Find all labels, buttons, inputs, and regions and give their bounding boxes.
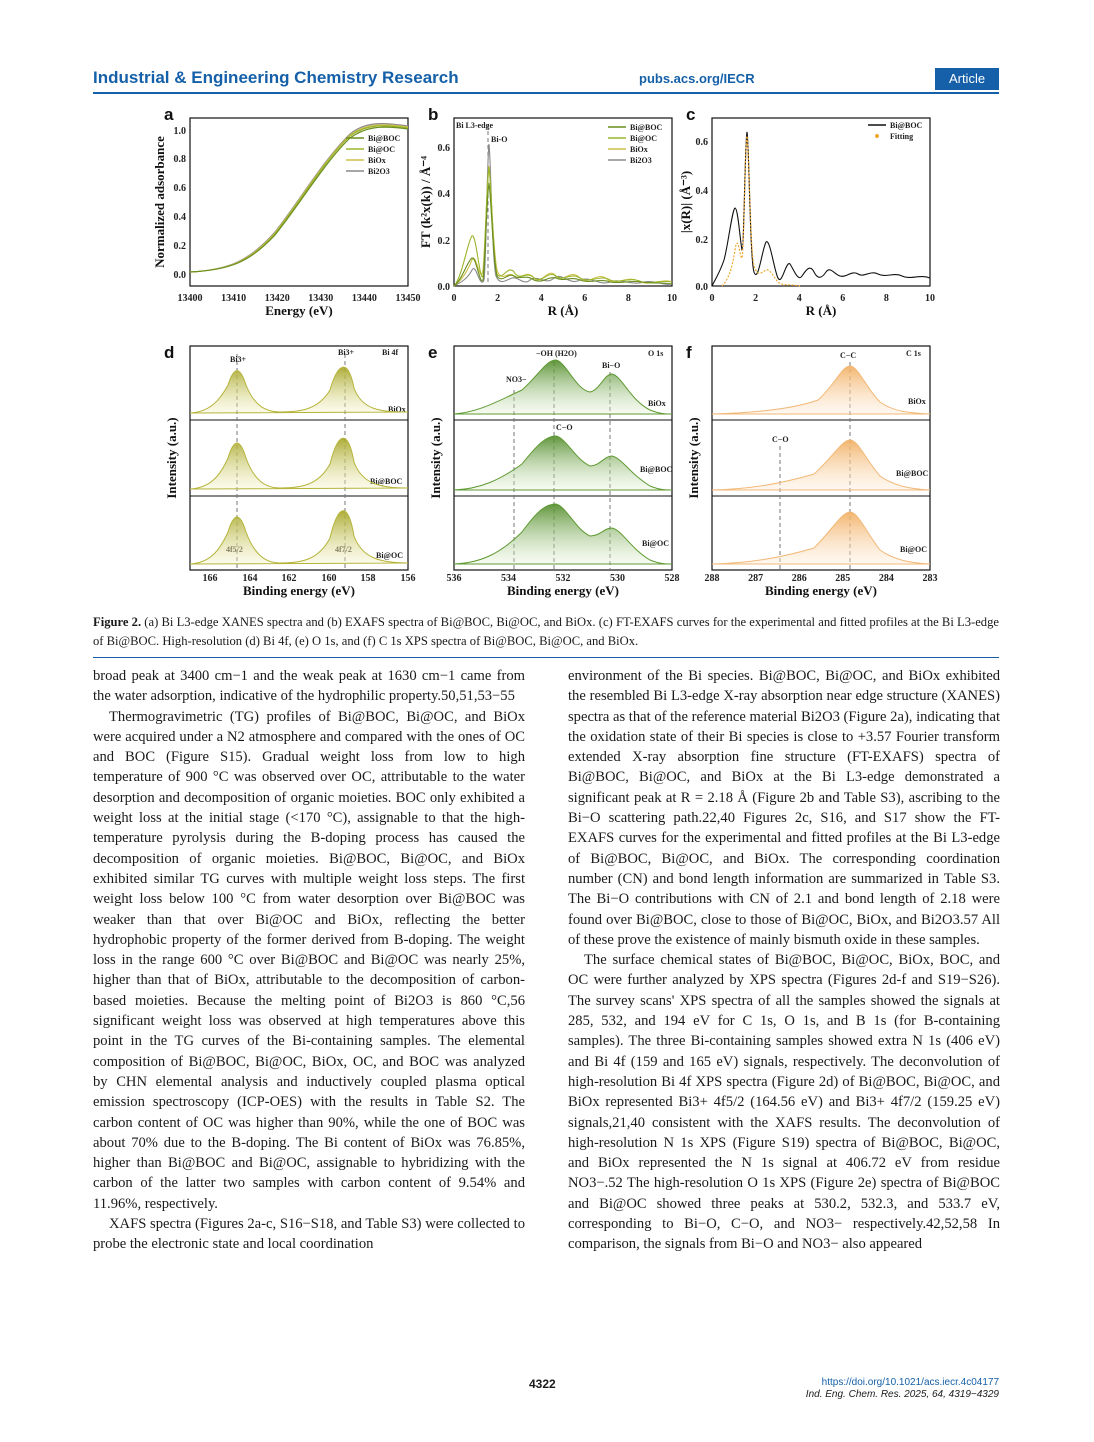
f-ylabel: Intensity (a.u.) bbox=[686, 417, 701, 499]
right-column bbox=[568, 666, 1000, 1255]
a-xtick: 13410 bbox=[221, 293, 247, 304]
c-curve-experimental bbox=[712, 132, 930, 286]
a-ytick: 0.6 bbox=[173, 183, 186, 194]
c-ytick: 0.6 bbox=[695, 137, 708, 148]
journal-url[interactable]: pubs.acs.org/IECR bbox=[639, 71, 755, 86]
paragraph: XAFS spectra (Figures 2a-c, S16−S18, and Table S3) were collected to probe the electronic state and local coordination bbox=[93, 1216, 525, 1253]
b-legend-biox: BiOx bbox=[630, 145, 648, 154]
b-legend-bi-oc: Bi@OC bbox=[630, 134, 657, 143]
d-xtick: 156 bbox=[400, 573, 416, 584]
c-xtick: 8 bbox=[883, 293, 889, 304]
e-peaks-bi-oc bbox=[454, 504, 672, 564]
panel-f-letter: f bbox=[686, 343, 692, 362]
d-peak-label: Bi3+ bbox=[338, 348, 355, 357]
citation-text: Ind. Eng. Chem. Res. 2025, 64, 4319−4329 bbox=[805, 1389, 999, 1400]
panel-a bbox=[152, 105, 421, 318]
e-title: O 1s bbox=[648, 349, 664, 358]
c-xtick: 6 bbox=[840, 293, 846, 304]
c-legend-fitting: Fitting bbox=[890, 132, 914, 141]
a-legend-biox: BiOx bbox=[368, 156, 386, 165]
f-xtick: 285 bbox=[835, 573, 851, 584]
b-xtick: 8 bbox=[625, 293, 631, 304]
b-xtick: 10 bbox=[667, 293, 677, 304]
panel-c bbox=[678, 105, 935, 318]
c-ytick: 0.2 bbox=[695, 235, 708, 246]
a-ytick: 0.0 bbox=[173, 270, 186, 281]
b-ytick: 0.0 bbox=[437, 282, 450, 293]
paragraph: broad peak at 3400 cm−1 and the weak peak at 1630 cm−1 came from the water adsorption, indicative of the hydrophilic property.50,51,53−55 bbox=[93, 668, 525, 705]
a-ytick: 0.2 bbox=[173, 241, 186, 252]
e-xtick: 534 bbox=[501, 573, 516, 584]
a-xtick: 13440 bbox=[351, 293, 377, 304]
f-xtick: 283 bbox=[922, 573, 938, 584]
caption-text: (a) Bi L3-edge XANES spectra and (b) EXAFS spectra of Bi@BOC, Bi@OC, and BiOx. (c) FT-EXAFS curves for the experimental and fitted profiles at the Bi L3-edge of Bi@BOC. High-resolution (d) Bi 4f, (e) O 1s, and (f) C 1s XPS spectra of Bi@BOC, Bi@OC, and BiOx. bbox=[93, 615, 999, 648]
f-peaks-bi-boc bbox=[712, 440, 930, 490]
b-ylabel: FT (k²x(k)) / Å⁻⁴ bbox=[418, 155, 433, 249]
d-xtick: 162 bbox=[281, 573, 297, 584]
b-legend-bi-boc: Bi@BOC bbox=[630, 123, 663, 132]
left-column bbox=[93, 666, 525, 1255]
page-header bbox=[93, 68, 999, 92]
f-xtick: 288 bbox=[704, 573, 720, 584]
page-number: 4322 bbox=[529, 1377, 556, 1391]
f-sample-biox: BiOx bbox=[908, 397, 926, 406]
panel-b bbox=[418, 105, 677, 318]
footer-citation bbox=[806, 1377, 999, 1401]
e-xtick: 532 bbox=[555, 573, 571, 584]
d-title: Bi 4f bbox=[382, 348, 399, 357]
f-peaks-biox bbox=[712, 366, 930, 414]
b-xtick: 2 bbox=[495, 293, 501, 304]
a-ytick: 0.8 bbox=[173, 154, 186, 165]
paragraph: The surface chemical states of Bi@BOC, Bi@OC, BiOx, BOC, and OC were further analyzed by XPS spectra (Figures 2d-f and S19−S26). The survey scans' XPS spectra of all the samples showed the signals at 285, 532, and 194 eV for C 1s, O 1s, and B 1s (for B-containing samples). The three Bi-containing samples showed extra N 1s (406 eV) and Bi 4f (159 and 165 eV) signals, respectively. The deconvolution of high-resolution Bi 4f XPS spectra (Figure 2d) of Bi@BOC, Bi@OC, and BiOx represented Bi3+ 4f5/2 (164.56 eV) and Bi3+ 4f7/2 (159.25 eV) signals,21,40 consistent with the XAFS results. The deconvolution of high-resolution N 1s XPS (Figure S19) spectra of Bi@BOC, Bi@OC, and BiOx represented the N 1s signal at 406.72 eV from residue NO3−.52 The high-resolution O 1s XPS (Figure 2e) spectra of Bi@BOC and Bi@OC showed three peaks at 530.2, 532.3, and 533.7 eV, corresponding to Bi−O, C−O, and NO3− respectively.42,52,58 In comparison, the signals from Bi−O and NO3− also appeared bbox=[568, 952, 1000, 1253]
e-xtick: 528 bbox=[664, 573, 680, 584]
a-legend-bi-oc: Bi@OC bbox=[368, 145, 395, 154]
e-xtick: 536 bbox=[446, 573, 462, 584]
b-peak-label: Bi-O bbox=[491, 135, 508, 144]
panel-f-frame bbox=[712, 346, 930, 570]
b-xlabel: R (Å) bbox=[547, 303, 579, 318]
f-xtick: 284 bbox=[878, 573, 894, 584]
figure-svg bbox=[150, 100, 950, 600]
f-sample-bi-oc: Bi@OC bbox=[900, 545, 927, 554]
d-ylabel: Intensity (a.u.) bbox=[164, 417, 179, 499]
a-legend-bi2o3: Bi2O3 bbox=[368, 167, 390, 176]
a-xtick: 13420 bbox=[264, 293, 290, 304]
d-xtick: 164 bbox=[242, 573, 258, 584]
paragraph: Thermogravimetric (TG) profiles of Bi@BOC, Bi@OC, and BiOx were acquired under a N2 atmosphere and compared with the ones of OC and BOC (Figure S15). Gradual weight loss from low to high temperature of 900 °C was observed over OC, attributable to the water desorption and decomposition of organic moieties. BOC only exhibited a weight loss at the initial stage (<170 °C), assignable to that the high-temperature pyrolysis during the B-doping process has caused the decomposition of organic moieties. Bi@BOC, Bi@OC, and BiOx exhibited similar TG curves with multiple weight loss steps. The first weight loss below 100 °C from water desorption over Bi@BOC was weaker than that over Bi@OC and BiOx, reflecting the better hydrophobic property of the former derived from B-doping. The weight loss in the range 600 °C over Bi@BOC and Bi@OC was nearly 25%, higher than that of BiOx, attributable to the decomposition of carbon-based moieties. Because the melting point of Bi2O3 is 860 °C,56 significant weight loss was observed at high temperatures above this point in the TG curves of the Bi-containing samples. The elemental composition of Bi@BOC, Bi@OC, BiOx, OC, and BOC was analyzed by CHN elemental analysis and inductively coupled plasma optical emission spectroscopy (ICP-OES) with the results in Table S2. The carbon content of OC was higher than 90%, while the one of BOC was about 70% due to the B-doping. The Bi content of BiOx was 76.85%, higher than Bi@BOC and Bi@OC, assignable to hybridizing with the carbon of the latter two samples with carbon content of 9.54% and 11.96%, respectively. bbox=[93, 708, 525, 1212]
b-legend-bi2o3: Bi2O3 bbox=[630, 156, 652, 165]
d-peak-label: Bi3+ bbox=[230, 355, 247, 364]
journal-title[interactable]: Industrial & Engineering Chemistry Research bbox=[93, 68, 459, 87]
panel-b-yticks bbox=[438, 143, 451, 293]
a-ylabel: Normalized adsorbance bbox=[152, 136, 167, 268]
e-xtick: 530 bbox=[610, 573, 625, 584]
panel-a-legend bbox=[346, 134, 401, 176]
panel-c-letter: c bbox=[686, 105, 696, 124]
a-legend-bi-boc: Bi@BOC bbox=[368, 134, 401, 143]
c-xtick: 2 bbox=[753, 293, 759, 304]
b-xtick: 6 bbox=[582, 293, 588, 304]
e-label-no3: NO3− bbox=[506, 375, 527, 384]
header-rule bbox=[93, 92, 999, 94]
panel-a-letter: a bbox=[164, 105, 174, 124]
figure-2 bbox=[150, 100, 950, 600]
a-ytick: 0.4 bbox=[173, 212, 186, 223]
e-sample-bi-oc: Bi@OC bbox=[642, 539, 669, 548]
panel-a-yticks bbox=[174, 126, 187, 281]
article-badge: Article bbox=[935, 68, 999, 90]
a-xtick: 13400 bbox=[177, 293, 203, 304]
d-xtick: 166 bbox=[202, 573, 218, 584]
d-sample-bi-oc: Bi@OC bbox=[376, 551, 403, 560]
e-sample-bi-boc: Bi@BOC bbox=[640, 465, 673, 474]
f-label-co: C−O bbox=[772, 435, 789, 444]
e-label-oh: −OH (H2O) bbox=[536, 349, 577, 358]
a-xlabel: Energy (eV) bbox=[265, 303, 333, 318]
panel-d-letter: d bbox=[164, 343, 175, 362]
d-sample-bi-boc: Bi@BOC bbox=[370, 477, 403, 486]
b-ytick: 0.6 bbox=[437, 143, 450, 154]
caption-rule bbox=[93, 657, 999, 658]
d-sample-biox: BiOx bbox=[388, 405, 406, 414]
f-xtick: 287 bbox=[748, 573, 764, 584]
b-xtick: 4 bbox=[538, 293, 544, 304]
e-sample-biox: BiOx bbox=[648, 399, 666, 408]
d-peaks-biox bbox=[190, 367, 408, 413]
panel-d bbox=[164, 343, 416, 598]
c-xtick: 10 bbox=[925, 293, 935, 304]
panel-e bbox=[428, 343, 680, 598]
panel-d-frame bbox=[190, 346, 408, 570]
paragraph: environment of the Bi species. Bi@BOC, Bi@OC, and BiOx exhibited the resembled Bi L3-edge X-ray absorption near edge structure (XANES) spectra as that of the reference material Bi2O3 (Figure 2a), indicating that the oxidation state of their Bi species is close to +3.57 Fourier transform extended X-ray absorption fine structure (FT-EXAFS) spectra of Bi@BOC, Bi@OC, and BiOx at the Bi L3-edge demonstrated a significant peak at R = 2.18 Å (Figure 2b and Table S3), ascribing to the Bi−O scattering path.22,40 Figures 2c, S16, and S17 show the FT-EXAFS curves for the experimental and fitted profiles at the Bi L3-edge of Bi@BOC, Bi@OC, and BiOx. The corresponding coordination number (CN) and bond length information are summarized in Table S3. The Bi−O contributions with CN of 2.1 and bond length of 2.18 were found over Bi@BOC, close to those of Bi@OC, BiOx, and Bi2O3.57 All of these prove the existence of mainly bismuth oxide in these samples. bbox=[568, 668, 1000, 948]
e-label-co: C−O bbox=[556, 423, 573, 432]
b-edge-label: Bi L3-edge bbox=[456, 121, 494, 130]
c-xlabel: R (Å) bbox=[805, 303, 837, 318]
figure-caption bbox=[93, 613, 999, 651]
d-xtick: 158 bbox=[360, 573, 376, 584]
a-ytick: 1.0 bbox=[173, 126, 186, 137]
panel-c-yticks bbox=[696, 137, 709, 293]
e-label-bio: Bi−O bbox=[602, 361, 621, 370]
c-ytick: 0.0 bbox=[695, 282, 708, 293]
panel-b-letter: b bbox=[428, 105, 439, 124]
c-legend-bi-boc: Bi@BOC bbox=[890, 121, 923, 130]
c-ytick: 0.4 bbox=[695, 186, 708, 197]
doi-link[interactable]: https://doi.org/10.1021/acs.iecr.4c04177 bbox=[821, 1377, 999, 1388]
f-xlabel: Binding energy (eV) bbox=[765, 583, 877, 598]
e-peaks-biox bbox=[454, 360, 672, 414]
a-xtick: 13430 bbox=[308, 293, 334, 304]
caption-label: Figure 2. bbox=[93, 615, 142, 629]
b-xtick: 0 bbox=[451, 293, 457, 304]
panel-c-legend bbox=[868, 121, 923, 141]
e-ylabel: Intensity (a.u.) bbox=[428, 417, 443, 499]
f-peaks-bi-oc bbox=[712, 512, 930, 564]
f-title: C 1s bbox=[906, 349, 921, 358]
c-xtick: 0 bbox=[709, 293, 715, 304]
a-xtick: 13450 bbox=[395, 293, 421, 304]
panel-e-letter: e bbox=[428, 343, 438, 362]
b-ytick: 0.2 bbox=[437, 236, 450, 247]
f-xtick: 286 bbox=[791, 573, 807, 584]
panel-b-legend bbox=[608, 123, 663, 165]
e-peaks-bi-boc bbox=[454, 436, 672, 490]
f-sample-bi-boc: Bi@BOC bbox=[896, 469, 929, 478]
d-xlabel: Binding energy (eV) bbox=[243, 583, 355, 598]
c-xtick: 4 bbox=[796, 293, 802, 304]
b-ytick: 0.4 bbox=[437, 189, 450, 200]
panel-f bbox=[686, 343, 938, 598]
d-xtick: 160 bbox=[321, 573, 337, 584]
c-ylabel: |x(R)| (Å⁻³) bbox=[678, 170, 693, 234]
f-label-cc: C−C bbox=[840, 351, 857, 360]
e-xlabel: Binding energy (eV) bbox=[507, 583, 619, 598]
